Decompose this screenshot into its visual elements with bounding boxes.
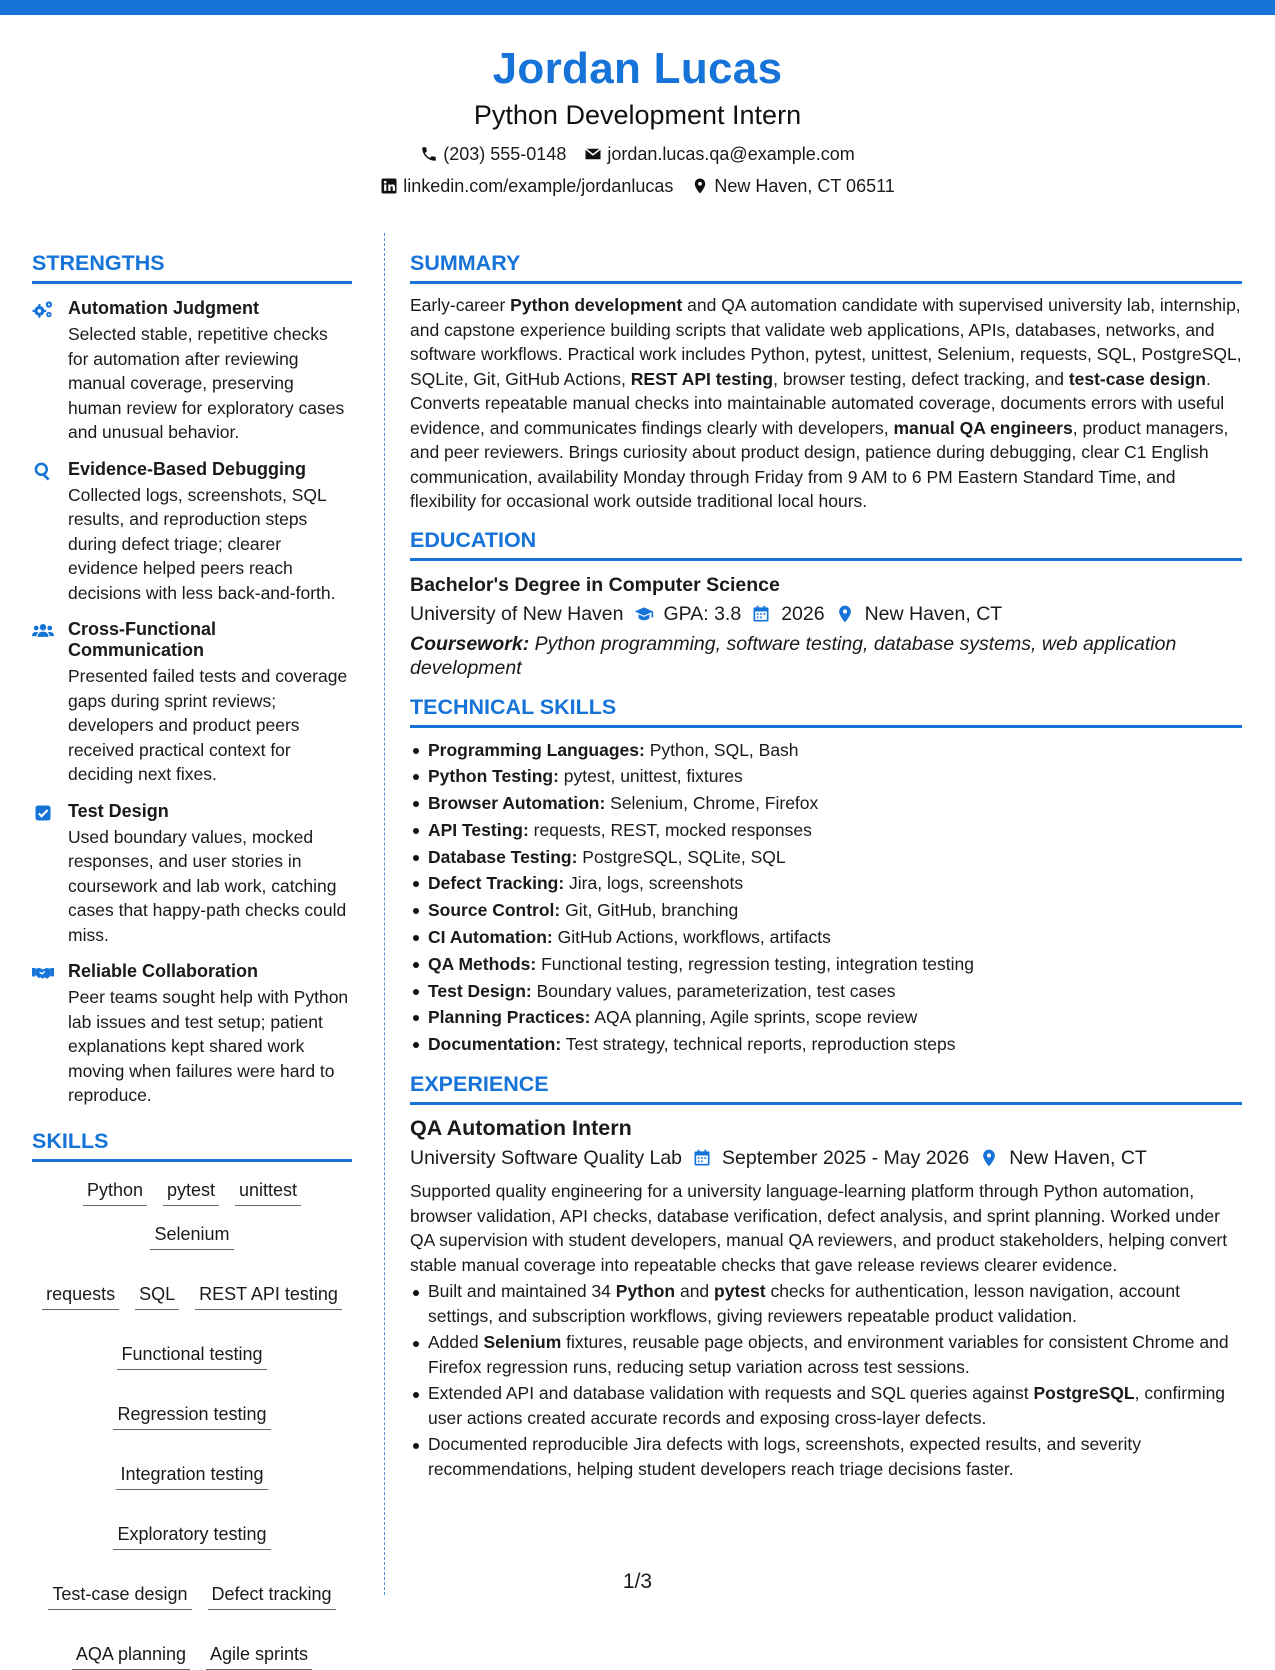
check-square-icon	[32, 803, 54, 823]
strength-item	[32, 619, 352, 787]
left-column	[32, 250, 352, 1670]
job-description: Supported quality engineering for a university language-learning platform through Python automation, browser validation, API checks, database verification, defect analysis, and sprint planning. Worked under QA supervision with student developers, manual QA reviewers, and product stakeholders, helping convert stable manual coverage into repeatable checks that gave release reviews clearer evidence.	[410, 1181, 1228, 1275]
skill-tag: requests	[42, 1282, 119, 1310]
calendar-icon	[692, 1148, 712, 1168]
summary-text	[410, 293, 1242, 514]
contact-row-2	[0, 174, 1275, 198]
education-meta	[410, 601, 1242, 627]
list-item: Database Testing: PostgreSQL, SQLite, SQL	[410, 844, 1242, 871]
company-name: University Software Quality Lab	[410, 1147, 683, 1170]
strength-text: Peer teams sought help with Python lab issues and test setup; patient explanations kept shared work moving when failures were hard to reproduce.	[68, 987, 349, 1105]
skill-tag: Python	[83, 1178, 147, 1206]
linkedin-icon	[380, 177, 398, 195]
summary-section	[410, 250, 1242, 514]
phone-icon	[420, 145, 438, 163]
skill-tag: Exploratory testing	[113, 1522, 270, 1550]
technical-skills-section	[410, 694, 1242, 1059]
summary-run: , product managers, and peer reviewers. Brings curiosity about product design, patience during debugging, clear C1 English communication, availability Monday through Friday from 9 AM to 6 PM Eastern Standard Time, and flexibility for occasional work outside traditional local hours.	[410, 417, 1229, 511]
address	[691, 174, 894, 198]
coursework-text: Python programming, software testing, database systems, web application development	[410, 632, 1177, 679]
search-icon	[32, 461, 54, 481]
degree-title: Bachelor's Degree in Computer Science	[410, 573, 780, 596]
candidate-title: Python Development Intern	[473, 100, 802, 130]
phone	[420, 142, 566, 166]
list-item: CI Automation: GitHub Actions, workflows, artifacts	[410, 924, 1242, 951]
strength-text: Used boundary values, mocked responses, and user stories in coursework and lab work, catching cases that happy-path checks could miss.	[68, 826, 347, 945]
strength-item	[32, 298, 352, 445]
list-item: Extended API and database validation with requests and SQL queries against PostgreSQL, confirming user actions created accurate records and exposing cross-layer defects.	[410, 1381, 1242, 1430]
coursework-label: Coursework:	[410, 632, 530, 655]
email-text[interactable]: jordan.lucas.qa@example.com	[607, 144, 855, 164]
list-item: Programming Languages: Python, SQL, Bash	[410, 737, 1242, 764]
strength-text: Collected logs, screenshots, SQL results, and reproduction steps during defect triage; clearer evidence helped peers reach decisions with less back-and-forth.	[68, 484, 336, 603]
strength-item	[32, 459, 352, 606]
summary-run: , browser testing, defect tracking, and	[773, 368, 1069, 389]
email[interactable]	[584, 142, 854, 166]
gears-icon	[32, 300, 54, 320]
skill-tag: AQA planning	[72, 1642, 190, 1670]
skill-tag: REST API testing	[195, 1282, 342, 1310]
envelope-icon	[584, 145, 602, 163]
skills-heading: SKILLS	[32, 1128, 352, 1162]
experience-heading: EXPERIENCE	[410, 1071, 1242, 1105]
column-divider	[384, 233, 385, 1595]
strengths-heading: STRENGTHS	[32, 250, 352, 284]
job-meta	[410, 1145, 1242, 1171]
summary-heading: SUMMARY	[410, 250, 1242, 284]
linkedin-text[interactable]: linkedin.com/example/jordanlucas	[403, 176, 674, 196]
phone-text: (203) 555-0148	[443, 144, 567, 164]
list-item: Planning Practices: AQA planning, Agile sprints, scope review	[410, 1004, 1242, 1031]
education-heading: EDUCATION	[410, 527, 1242, 561]
list-item: Python Testing: pytest, unittest, fixtures	[410, 763, 1242, 790]
map-pin-icon	[835, 604, 855, 624]
skill-tag: SQL	[135, 1282, 179, 1310]
skill-tag: Selenium	[150, 1222, 233, 1250]
skill-tags	[32, 1178, 352, 1670]
strength-title: Cross-Functional Communication	[68, 619, 217, 660]
skill-tag: Agile sprints	[206, 1642, 312, 1670]
technical-skills-list	[410, 737, 1242, 1059]
page-number: 1/3	[622, 1570, 653, 1593]
technical-skills-heading: TECHNICAL SKILLS	[410, 694, 1242, 728]
strength-text: Presented failed tests and coverage gaps during sprint reviews; developers and product peers received practical context for deciding next fixes.	[68, 666, 348, 784]
strength-item	[32, 801, 352, 948]
strength-title: Test Design	[68, 800, 169, 821]
strength-item	[32, 961, 352, 1108]
gpa: GPA: 3.8	[663, 602, 742, 625]
strengths-section	[32, 250, 352, 1108]
grad-year: 2026	[781, 602, 825, 625]
experience-bullets	[410, 1279, 1242, 1481]
list-item: Documentation: Test strategy, technical reports, reproduction steps	[410, 1031, 1242, 1058]
job-dates: September 2025 - May 2026	[722, 1147, 970, 1170]
skill-tag: Defect tracking	[208, 1582, 336, 1610]
job-title: QA Automation Intern	[410, 1116, 632, 1141]
graduation-cap-icon	[634, 604, 654, 624]
summary-bold: test-case design	[1068, 368, 1206, 389]
skill-tag: Functional testing	[117, 1342, 266, 1370]
coursework	[410, 632, 1242, 681]
list-item: Defect Tracking: Jira, logs, screenshots	[410, 870, 1242, 897]
strength-title: Reliable Collaboration	[68, 961, 259, 981]
skill-tag: unittest	[235, 1178, 301, 1206]
map-pin-icon	[979, 1148, 999, 1168]
list-item: Source Control: Git, GitHub, branching	[410, 897, 1242, 924]
list-item: Added Selenium fixtures, reusable page objects, and environment variables for consistent Chrome and Firefox regression runs, reducing setup variation across test sessions.	[410, 1330, 1242, 1379]
skill-tag: Test-case design	[48, 1582, 191, 1610]
top-accent-bar	[0, 0, 1275, 15]
right-column	[410, 250, 1242, 1483]
skill-tag: Regression testing	[113, 1402, 270, 1430]
school-name: University of New Haven	[410, 602, 624, 625]
linkedin[interactable]	[380, 174, 673, 198]
strength-title: Automation Judgment	[68, 298, 259, 318]
list-item: QA Methods: Functional testing, regression testing, integration testing	[410, 951, 1242, 978]
summary-run: . Converts repeatable manual checks into maintainable automated coverage, documents errors with useful evidence, and communicates findings clearly with developers,	[410, 368, 1225, 438]
resume-header	[0, 42, 1275, 198]
summary-bold: REST API testing	[630, 368, 774, 389]
map-pin-icon	[691, 177, 709, 195]
job-location: New Haven, CT	[1009, 1147, 1147, 1170]
skill-tag: Integration testing	[116, 1462, 267, 1490]
education-section	[410, 527, 1242, 681]
address-text: New Haven, CT 06511	[714, 176, 895, 196]
summary-run: and QA automation candidate with supervised university lab, internship, and capstone experience building scripts that validate web applications, APIs, databases, networks, and software workflows. Practical work includes Python, pytest, unittest, Selenium, requests, SQL, PostgreSQL, SQLite, Git, GitHub Actions,	[410, 295, 1242, 389]
list-item: Browser Automation: Selenium, Chrome, Firefox	[410, 790, 1242, 817]
calendar-icon	[751, 604, 771, 624]
contact-row-1	[0, 142, 1275, 166]
strength-text: Selected stable, repetitive checks for automation after reviewing manual coverage, preserving human review for exploratory cases and unusual behavior.	[68, 324, 345, 442]
summary-bold: Python development	[510, 295, 683, 315]
list-item: Test Design: Boundary values, parameterization, test cases	[410, 978, 1242, 1005]
list-item: API Testing: requests, REST, mocked responses	[410, 817, 1242, 844]
skill-tag: pytest	[163, 1178, 219, 1206]
summary-bold: manual QA engineers	[893, 417, 1073, 438]
handshake-icon	[32, 963, 54, 983]
experience-section	[410, 1071, 1242, 1481]
strength-title: Evidence-Based Debugging	[68, 458, 307, 479]
school-location: New Haven, CT	[864, 602, 1003, 625]
users-icon	[32, 621, 54, 641]
summary-run: Early-career	[410, 295, 511, 315]
candidate-name: Jordan Lucas	[492, 44, 783, 93]
list-item: Built and maintained 34 Python and pytest checks for authentication, lesson navigation, account settings, and subscription workflows, giving reviewers repeatable product validation.	[410, 1279, 1242, 1328]
list-item: Documented reproducible Jira defects with logs, screenshots, expected results, and severity recommendations, helping student developers reach triage decisions faster.	[410, 1432, 1242, 1481]
